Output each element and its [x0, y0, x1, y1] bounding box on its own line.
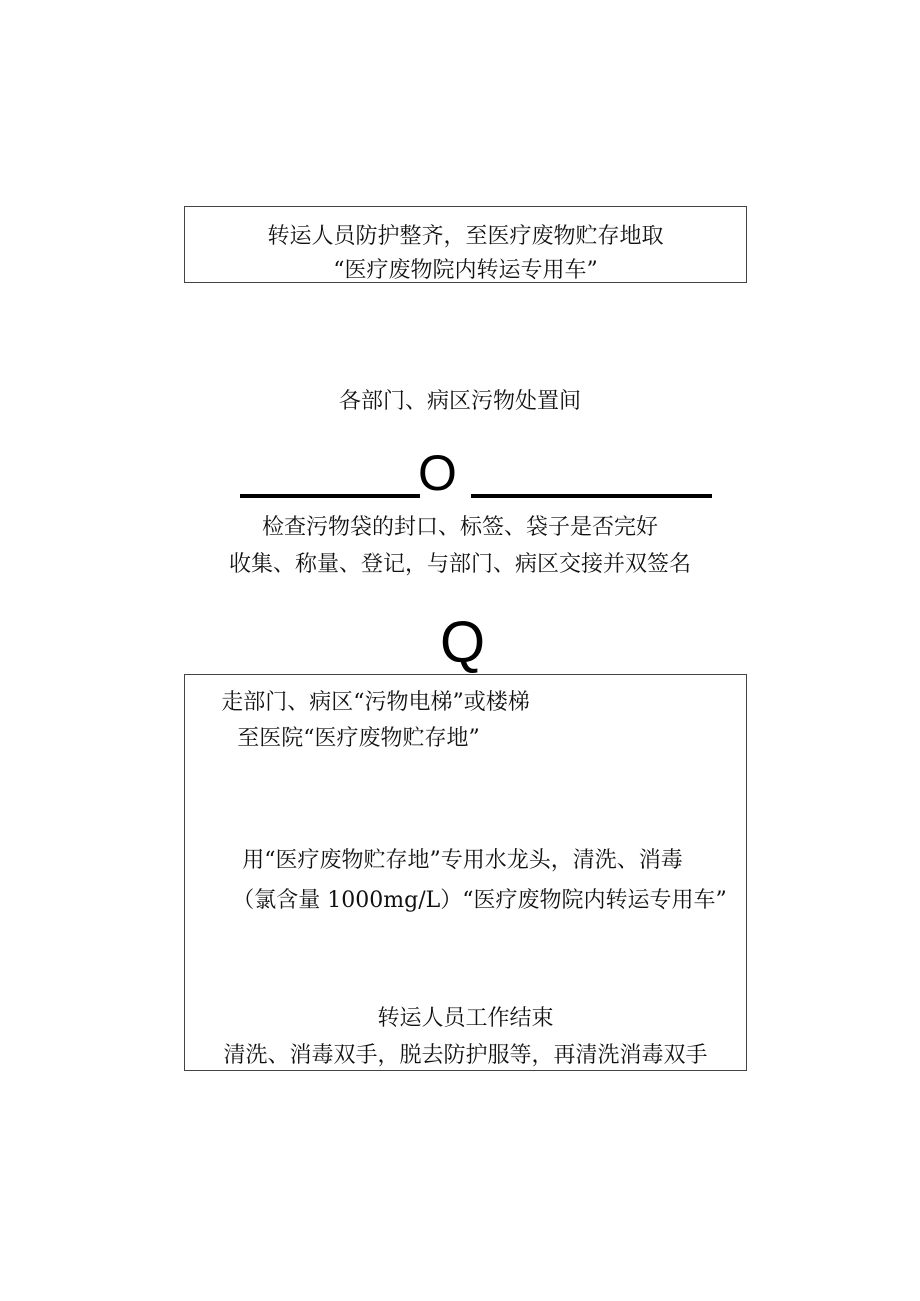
clean-line2: （氯含量 1000mg/L）“医疗废物院内转运专用车” — [232, 888, 727, 913]
location-label: 各部门、病区污物处置间 — [338, 389, 581, 414]
step2-box — [184, 674, 747, 1071]
route-line1: 走部门、病区“污物电梯”或楼梯 — [221, 690, 530, 715]
end-line2: 清洗、消毒双手，脱去防护服等，再清洗消毒双手 — [223, 1043, 708, 1068]
clean-line1: 用“医疗废物贮存地”专用水龙头，清洗、消毒 — [242, 848, 683, 873]
left-rule — [240, 494, 420, 498]
right-rule — [471, 494, 712, 498]
connector-circle-symbol: O — [418, 445, 457, 501]
end-line1: 转运人员工作结束 — [377, 1006, 554, 1031]
step1-line2: “医疗废物院内转运专用车” — [333, 258, 598, 283]
step1-line1: 转运人员防护整齐，至医疗废物贮存地取 — [267, 224, 664, 249]
route-line2: 至医院“医疗废物贮存地” — [237, 726, 480, 751]
step1-box — [184, 206, 747, 283]
check-line1: 检查污物袋的封口、标签、袋子是否完好 — [261, 515, 658, 540]
check-line2: 收集、称量、登记，与部门、病区交接并双签名 — [228, 552, 691, 577]
flow-q-symbol: Q — [440, 610, 486, 675]
